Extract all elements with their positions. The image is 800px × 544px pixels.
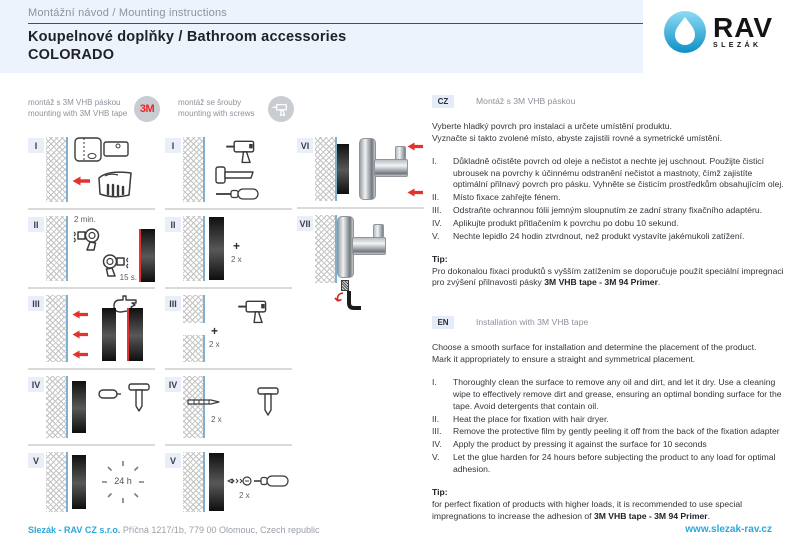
fixation-adapter-strip <box>337 144 349 194</box>
fifteen-s-label: 15 s. <box>119 273 137 282</box>
3m-logo-text: 3M <box>139 103 155 115</box>
step-number: VI <box>297 138 313 153</box>
cz-tip-text: Pro dokonalou fixaci produktů s vyšším zatížením se doporučuje použít speciální impregnaci pro zvýšení přilnavosti pásky 3M VHB tape - 3M 94 Primer. <box>432 265 784 288</box>
final-step-6 <box>297 131 424 207</box>
wall <box>183 137 205 202</box>
en-steps-list <box>432 377 788 476</box>
product-peg <box>395 146 406 160</box>
list-item: V. Nechte lepidlo 24 hodin ztvrdnout, než produkt vystavíte jakémukoli zatížení. <box>432 230 745 241</box>
allen-key-icon <box>333 290 363 312</box>
wall <box>46 295 68 362</box>
step-number: II <box>165 217 181 232</box>
screws-column-header <box>178 98 268 120</box>
cz-tip-label: Tip: <box>432 253 448 264</box>
step-number: III <box>28 296 44 311</box>
screws-column-label-en: mounting with screws <box>178 108 255 118</box>
drill-icon <box>223 136 263 166</box>
tape-column-label-cz: montáž s 3M VHB páskou <box>28 98 121 107</box>
fixation-adapter-strip <box>209 217 224 280</box>
red-arrow-icon <box>72 176 90 186</box>
two-x-label: 2 x <box>209 340 220 349</box>
product-arm <box>352 237 386 255</box>
footer-website-link[interactable]: www.slezak-rav.cz <box>685 524 772 535</box>
plus-label: + <box>233 239 241 253</box>
24h-label: 24 h <box>114 476 132 486</box>
step-number: V <box>28 453 44 468</box>
tape-step-1 <box>28 131 155 208</box>
drilled-hole <box>183 323 205 335</box>
vhb-tape-strip <box>102 308 116 361</box>
en-intro-line2: Mark it appropriately to ensure a straight and symmetrical placement. <box>432 354 696 365</box>
water-drop-icon <box>663 10 707 54</box>
product-peg <box>373 224 384 238</box>
tape-step-4 <box>28 368 155 444</box>
cz-intro-line2: Vyznačte si takto zvolené místo, abyste zajistili rovné a symetrické umístění. <box>432 132 723 143</box>
cz-intro <box>432 121 788 145</box>
cz-language-badge: CZ <box>432 95 454 108</box>
en-section-title: Installation with 3M VHB tape <box>476 316 589 327</box>
en-intro <box>432 342 788 366</box>
en-language-badge: EN <box>432 316 454 329</box>
tape-step-5 <box>28 444 155 518</box>
screwdriver-icon <box>215 188 259 200</box>
press-tool-icon <box>128 383 150 413</box>
step-number: VII <box>297 216 313 231</box>
vhb-tape-strip <box>72 381 86 433</box>
page-title-series: COLORADO <box>28 47 115 63</box>
cz-intro-line1: Vyberte hladký povrch pro instalaci a určete umístění produktu. <box>432 121 672 131</box>
cleaning-wipes-pack-icon <box>74 137 130 165</box>
list-item: II. Heat the place for fixation with hair dryer. <box>432 413 609 424</box>
red-arrow-icon <box>72 330 88 339</box>
drill-badge <box>268 96 294 122</box>
logo-sub-text: SLEZÁK <box>713 42 762 49</box>
wall <box>46 137 68 202</box>
screw-and-screwdriver-icon <box>227 475 289 487</box>
list-item: II. Místo fixace zahřejte fénem. <box>432 192 561 203</box>
screws-step-4 <box>165 368 292 444</box>
list-item: V. Let the glue harden for 24 hours before subjecting the product to any load for optimal adhesion. <box>432 452 776 475</box>
red-arrow-icon <box>72 310 88 319</box>
wall <box>183 295 205 362</box>
tape-step-2 <box>28 208 155 287</box>
en-tip-label: Tip: <box>432 486 448 497</box>
screws-step-2 <box>165 208 292 287</box>
wall <box>183 216 205 281</box>
hairdryer-icon <box>72 227 104 251</box>
step-number: IV <box>28 377 44 392</box>
en-tip-text: for perfect fixation of products with higher loads, it is recommended to use special impregnations to increase the adhesion of 3M VHB tape - 3M 94 Primer. <box>432 498 743 521</box>
step-number: I <box>28 138 44 153</box>
header-divider <box>28 23 643 24</box>
tape-column-label-en: mounting with 3M VHB tape <box>28 108 128 118</box>
step-number: I <box>165 138 181 153</box>
roller-icon <box>98 389 122 399</box>
plus-label: + <box>211 324 219 338</box>
wall <box>46 376 68 438</box>
press-tool-icon <box>257 387 279 417</box>
step-number: III <box>165 296 181 311</box>
cz-section-title: Montáž s 3M VHB páskou <box>476 95 576 106</box>
tape-step-3 <box>28 287 155 368</box>
step-number: II <box>28 217 44 232</box>
screws-step-5 <box>165 444 292 518</box>
tape-column-header <box>28 98 132 120</box>
two-x-label: 2 x <box>211 415 222 424</box>
final-step-7 <box>297 207 424 309</box>
vhb-tape-strip <box>139 229 155 282</box>
drill-badge-icon <box>272 102 290 117</box>
wall <box>183 376 205 438</box>
hammer-icon <box>215 166 255 184</box>
screws-step-1 <box>165 131 292 208</box>
document-subtitle: Montážní návod / Mounting instructions <box>28 7 227 19</box>
logo-brand-text: RAV <box>713 12 774 43</box>
list-item: IV. Apply the product by pressing it against the surface for 10 seconds <box>432 439 707 450</box>
two-min-label: 2 min. <box>74 215 96 224</box>
product-arm <box>374 159 408 177</box>
protective-film-strip <box>127 308 143 361</box>
list-item: III. Remove the protective film by gently peeling it off from the back of the fixation adapter <box>432 426 780 437</box>
wall <box>183 452 205 512</box>
wall-plug-icon <box>187 397 221 407</box>
cz-tip <box>432 254 788 290</box>
instructions-text-column <box>432 95 788 522</box>
tape-steps-column <box>28 131 155 518</box>
list-item: III. Odstraňte ochrannou fólii jemným sloupnutím ze zadní strany fixačního adaptéru. <box>432 205 763 216</box>
fixation-adapter-strip <box>209 453 224 511</box>
final-steps-column <box>297 131 424 309</box>
clock-24h-icon <box>100 459 146 505</box>
list-item: IV. Aplikujte produkt přitlačením k povrchu po dobu 10 sekund. <box>432 218 679 229</box>
wall <box>315 215 337 283</box>
red-arrow-icon <box>407 142 423 151</box>
two-x-label: 2 x <box>239 491 250 500</box>
wall <box>46 216 68 281</box>
footer-company: Slezák - RAV CZ s.r.o. <box>28 525 121 535</box>
drill-icon <box>235 296 275 326</box>
en-intro-line1: Choose a smooth surface for installation and determine the placement of the product. <box>432 342 757 353</box>
list-item: I. Thoroughly clean the surface to remove any oil and dirt, and let it dry. Use a cleaning wipe to effectively remove dirt and grease, ensuring an optimal bonding surface for the tape. Avoid detergents that contain oil. <box>432 377 782 411</box>
cz-steps-list <box>432 156 788 243</box>
wipe-hand-icon <box>96 166 134 200</box>
step-number: V <box>165 453 181 468</box>
red-arrow-icon <box>407 188 423 197</box>
vhb-tape-strip <box>72 455 86 509</box>
list-item: I. Důkladně očistěte povrch od oleje a nečistot a nechte jej uschnout. Použijte čisticí ubrousek na povrchy k účinnému odstranění nečistot a mastnoty, čímž zajistíte optimální přilnavý povrch pro pásku. Vyhněte se čisticím prostředkům obsahujícím olej. <box>432 155 784 190</box>
brand-logo <box>663 10 773 54</box>
en-section-header <box>432 316 788 329</box>
step-number: IV <box>165 377 181 392</box>
red-arrow-icon <box>72 350 88 359</box>
en-tip <box>432 487 788 523</box>
3m-logo-badge <box>134 96 160 122</box>
two-x-label: 2 x <box>231 255 242 264</box>
wall <box>46 452 68 512</box>
page-title: Koupelnové doplňky / Bathroom accessories <box>28 29 347 45</box>
footer-company-line <box>28 525 320 535</box>
cz-section-header <box>432 95 788 108</box>
wall <box>315 137 337 201</box>
screws-column-label-cz: montáž se šrouby <box>178 98 242 107</box>
screws-steps-column <box>165 131 292 518</box>
screws-step-3 <box>165 287 292 368</box>
footer-address: Příčná 1217/1b, 779 00 Olomouc, Czech republic <box>122 525 320 535</box>
